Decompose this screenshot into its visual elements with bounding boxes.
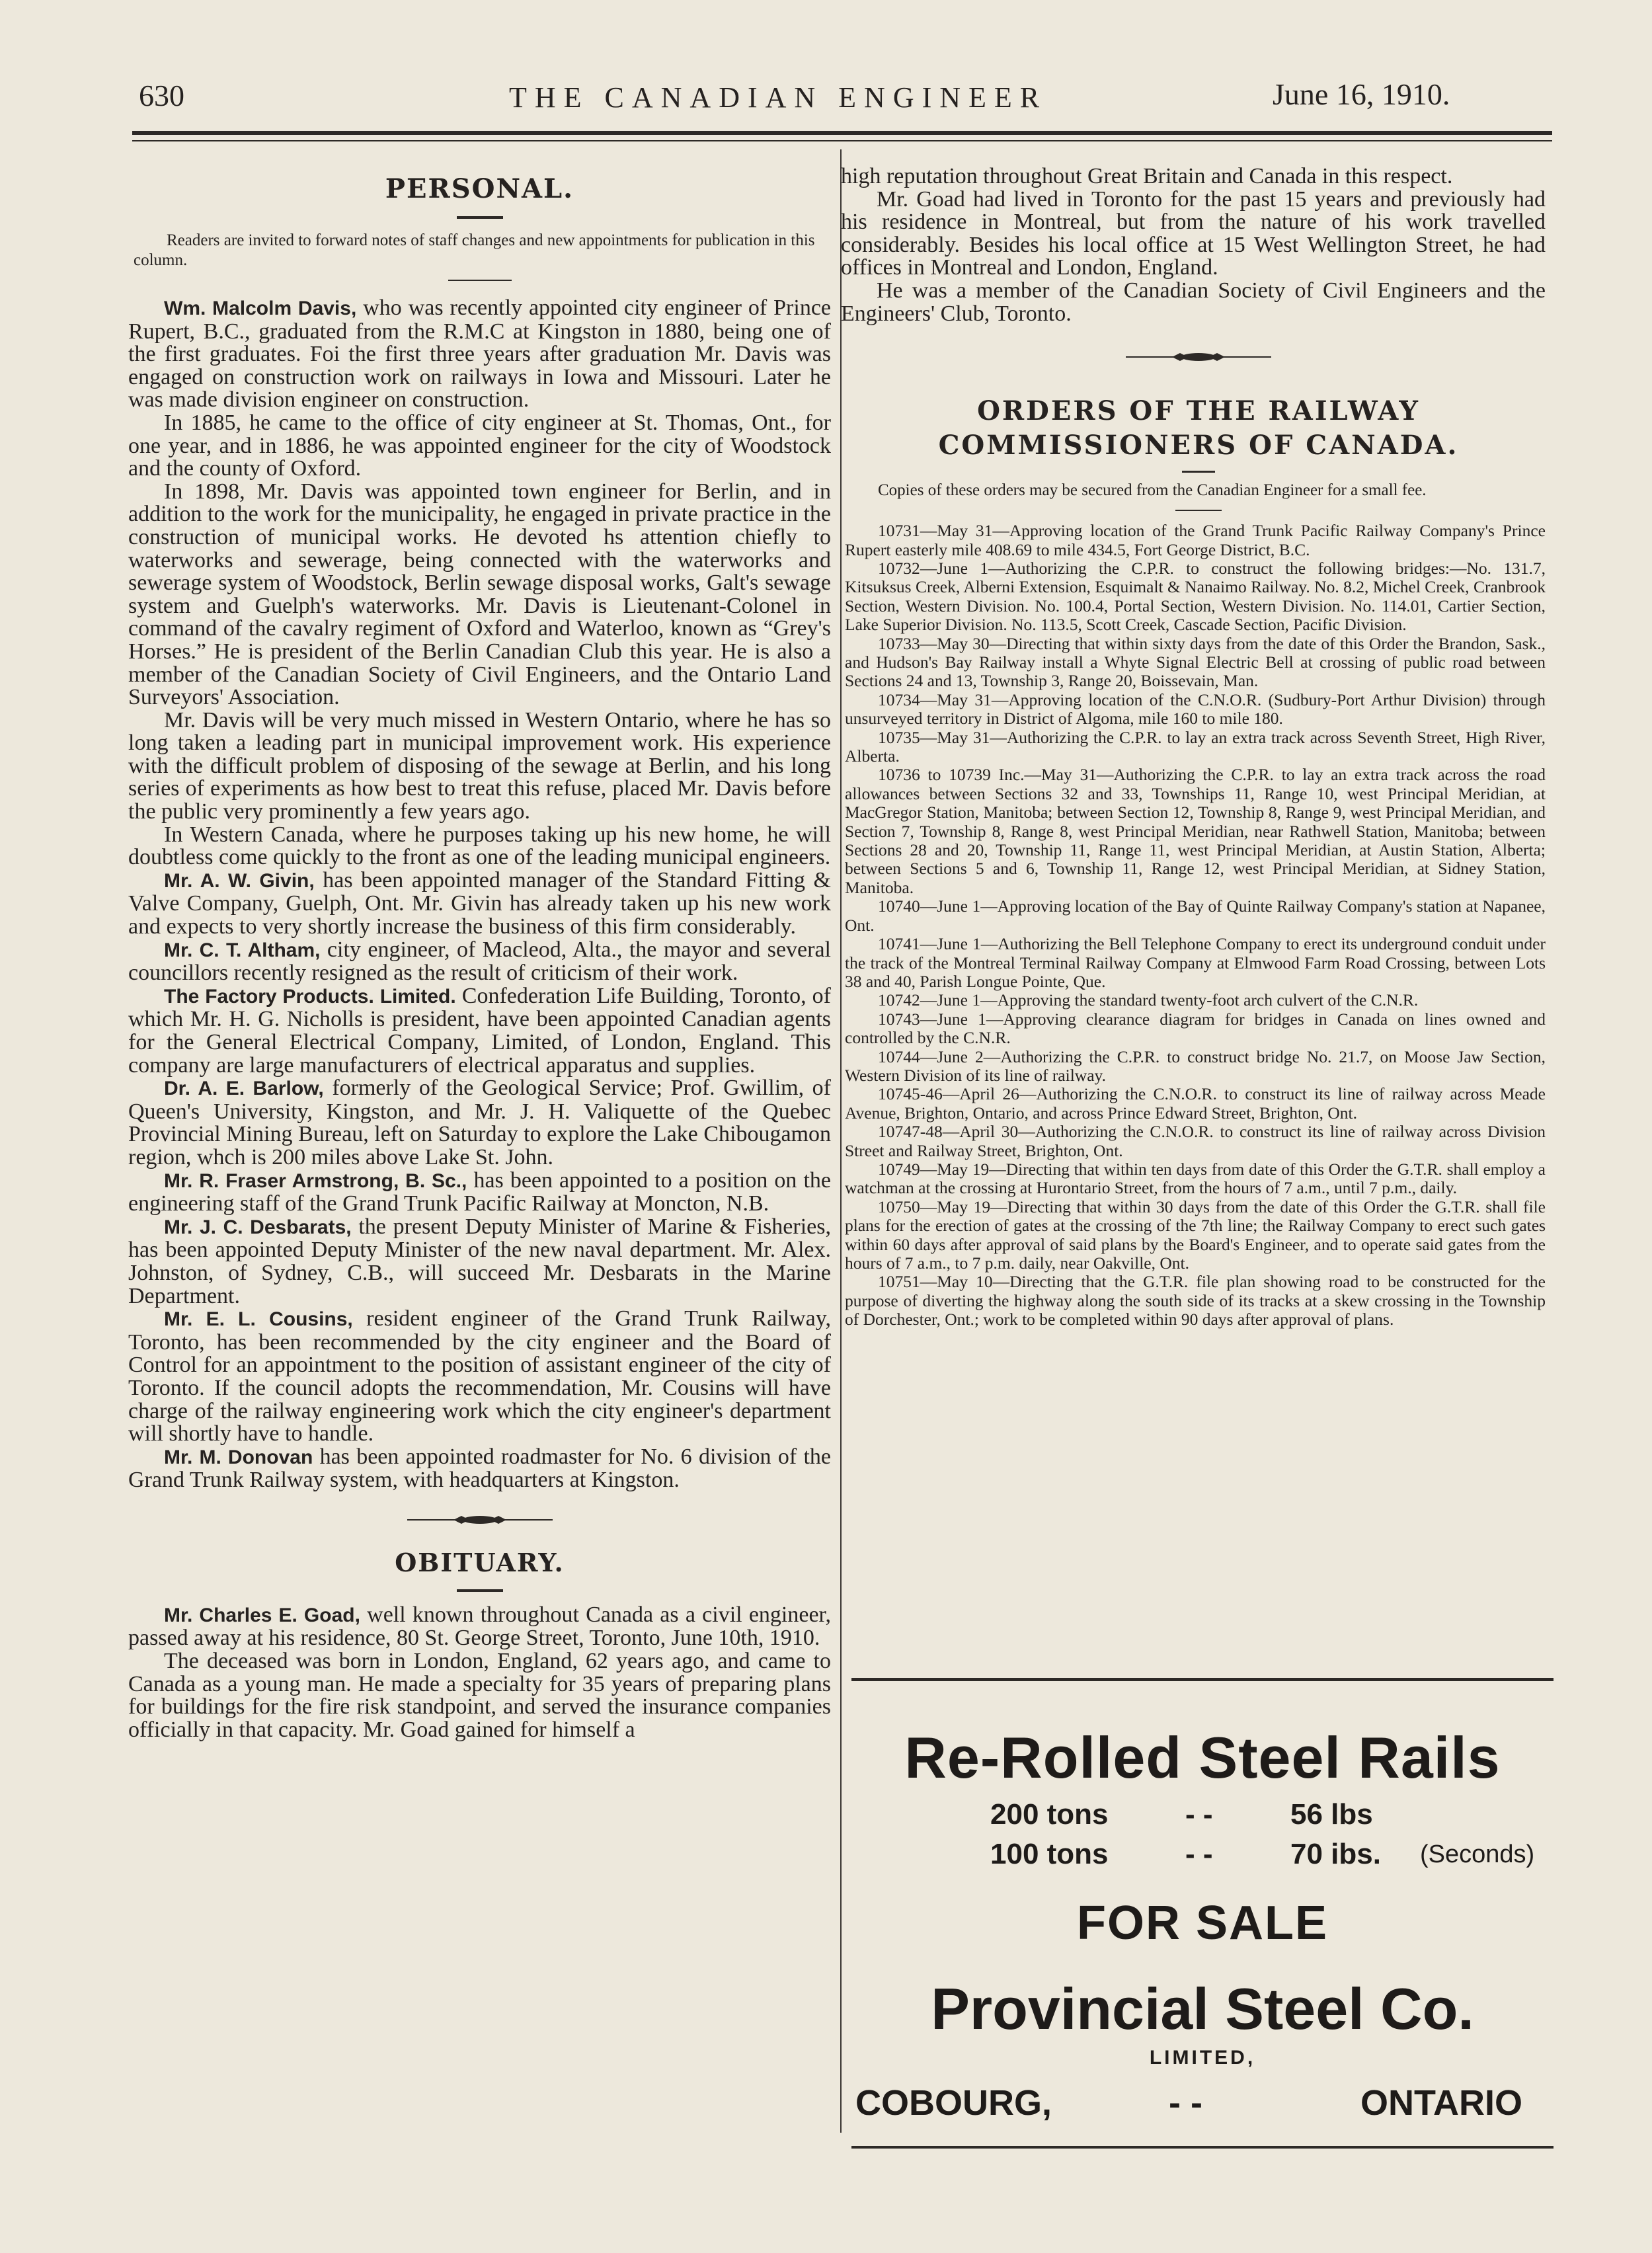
personal-entry — [128, 1446, 831, 1492]
personal-entry — [128, 939, 831, 985]
page-number: 630 — [139, 79, 184, 112]
order-item: 10747-48—April 30—Authorizing the C.N.O.R. to construct its line of railway across Division Street and Railway Street, Brighton, Ont. — [845, 1122, 1546, 1160]
entry-text: In 1885, he came to the office of city engineer at St. Thomas, Ont., for one year, and in 1886, he was appointed engineer for the city of Woodstock and the county of Oxford. — [128, 410, 831, 481]
entry-text: In 1898, Mr. Davis was appointed town engineer for Berlin, and in addition to the work for the municipality, he engaged in private practice in the construction of municipal works. He devoted hs attention chiefly to waterworks and sewerage, being connected with the waterworks and sewerage system of Woodstock, Berlin sewage disposal works, Galt's sewage system and Guelph's waterworks. Mr. Davis is Lieutenant-Colonel in command of the cavalry regiment of Oxford and Waterloo, known as “Grey's Horses.” He is president of the Berlin Canadian Club this year. He is also a member of the Canadian Society of Civil Engineers, and the Ontario Land Surveyors' Association. — [128, 479, 831, 710]
entry-name: Mr. J. C. Desbarats, — [164, 1216, 352, 1238]
entry-text: has been appointed roadmaster for No. 6 division of the Grand Trunk Railway system, with headquarters at Kingston. — [128, 1444, 831, 1493]
order-item: 10740—June 1—Approving location of the Bay of Quinte Railway Company's station at Napanee, Ont. — [845, 896, 1546, 935]
title-rule — [1182, 471, 1215, 473]
ad-quantity: 100 tons — [990, 1838, 1109, 1870]
ad-company: Provincial Steel Co. — [931, 1976, 1474, 2041]
right-column — [838, 165, 1559, 1329]
ad-weight: 70 ibs. — [1290, 1838, 1381, 1870]
personal-entry — [128, 1216, 831, 1308]
ad-limited: LIMITED, — [1149, 2047, 1256, 2069]
ad-weight: 56 lbs — [1290, 1798, 1373, 1831]
obituary-title: OBITUARY. — [395, 1547, 565, 1577]
personal-entry — [128, 709, 831, 824]
order-item: 10745-46—April 26—Authorizing the C.N.O.R. to construct its line of railway across Meade Avenue, Brighton, Ontario, and across Prince Edward Street, Brighton, Ont. — [845, 1084, 1546, 1123]
issue-date: June 16, 1910. — [1273, 77, 1450, 111]
ad-line-2 — [851, 1838, 1554, 1878]
ad-city: COBOURG, — [855, 2083, 1052, 2123]
personal-entry — [128, 1169, 831, 1216]
ad-headline: Re-Rolled Steel Rails — [904, 1725, 1501, 1790]
advert-top-rule — [851, 1678, 1554, 1681]
personal-intro: Readers are invited to forward notes of staff changes and new appointments for publication in this column. — [134, 231, 815, 269]
personal-entry — [128, 1077, 831, 1169]
ad-note: (Seconds) — [1420, 1840, 1535, 1868]
order-item: 10736 to 10739 Inc.—May 31—Authorizing the C.P.R. to lay an extra track across the road allowances between Sections 32 and 33, Townships 11, Range 10, west Principal Meridian, at MacGregor Station, Manitoba; between Section 12, Township 8, Range 9, west Principal Meridian, and Section 7, Township 8, Range 8, west Principal Meridian, near Rathwell Station, Manitoba; between Sections 28 and 20, Township 11, Range 11, west Principal Meridian, at Austin Station, Alberta; between Sections 5 and 6, Township 11, Range 12, west Principal Meridian, at Sidney Station, Manitoba. — [845, 765, 1546, 897]
ad-for-sale: FOR SALE — [1076, 1897, 1328, 1950]
entry-text: In Western Canada, where he purposes taking up his new home, he will doubtless come quickly to the front as one of the leading municipal engineers. — [128, 822, 831, 870]
left-column — [128, 165, 831, 1741]
personal-title: PERSONAL. — [385, 173, 574, 204]
ornament-divider — [407, 1512, 553, 1528]
order-item: 10732—June 1—Authorizing the C.P.R. to construct the following bridges:—No. 131.7, Kitsuksus Creek, Alberni Extension, Esquimalt & Nanaimo Railway. No. 8.2, Michel Creek, Cranbrook Section, Western Division. No. 100.4, Portal Section, Western Division. No. 114.01, Cartier Section, Lake Superior Division. No. 113.5, Scott Creek, Cascade Section, Pacific Division. — [845, 558, 1546, 635]
journal-title: THE CANADIAN ENGINEER — [509, 81, 1048, 114]
order-item: 10750—May 19—Directing that within 30 days from the date of this Order the G.T.R. shall file plans for the erection of gates at the crossing of the 7th line; the Railway Company to erect such gates within 60 days after approval of said plans by the Board's Engineer, and to operate said gates from the hours of 7 a.m., to 7 p.m. daily, near Oakville, Ont. — [845, 1197, 1546, 1273]
entry-name: The Factory Products. Limited. — [164, 985, 456, 1008]
entry-name: Mr. R. Fraser Armstrong, B. Sc., — [164, 1169, 467, 1192]
obituary-continuation: He was a member of the Canadian Society of Civil Engineers and the Engineers' Club, Toronto. — [841, 278, 1546, 326]
entry-text: who was recently appointed city engineer of Prince Rupert, B.C., graduated from the R.M.C at Kingston in 1880, being one of the first graduates. Foi the first three years after graduation Mr. Davis was engaged on construction work on railways in Iowa and Missouri. Later he was made division engineer on construction. — [128, 296, 831, 413]
personal-entry — [128, 985, 831, 1077]
entry-text: Mr. Davis will be very much missed in Western Ontario, where he has so long taken a leading part in municipal improvement work. His experience with the difficult problem of disposing of the sewage at Berlin, and his long series of experiments as how best to treat this refuse, placed Mr. Davis before the public very prominently a few years ago. — [128, 707, 831, 824]
ad-province: ONTARIO — [1360, 2083, 1522, 2123]
entry-text: resident engineer of the Grand Trunk Railway, Toronto, has been recommended by the city engineer and the Board of Control for an appointment to the position of assistant engineer of the city of Toronto. If the council adopts the recommendation, Mr. Cousins will have charge of the railway engineering work which the city engineer's department will shortly have to handle. — [128, 1306, 831, 1446]
title-rule — [457, 216, 503, 219]
intro-rule — [448, 280, 512, 281]
orders-list — [838, 522, 1559, 1329]
entry-text: city engineer, of Macleod, Alta., the mayor and several councillors recently resigned as the result of criticism of their work. — [128, 937, 831, 986]
entry-name: Mr. A. W. Givin, — [164, 869, 315, 892]
personal-entry — [128, 824, 831, 869]
entry-name: Wm. Malcolm Davis, — [164, 297, 357, 319]
entry-name: Mr. Charles E. Goad, — [164, 1604, 360, 1626]
ad-dash: - - — [1185, 1838, 1213, 1870]
ad-location — [851, 2082, 1554, 2133]
header-rule-thin — [132, 140, 1552, 141]
order-item: 10735—May 31—Authorizing the C.P.R. to lay an extra track across Seventh Street, High River, Alberta. — [845, 727, 1546, 766]
order-item: 10743—June 1—Approving clearance diagram for bridges in Canada on lines owned and controlled by the C.N.R. — [845, 1009, 1546, 1048]
ad-quantity: 200 tons — [990, 1798, 1109, 1831]
entry-name: Dr. A. E. Barlow, — [164, 1078, 324, 1100]
personal-entry — [128, 412, 831, 481]
order-item: 10749—May 19—Directing that within ten days from date of this Order the G.T.R. shall employ a watchman at the crossing at Hurontario Street, from the hours of 7 a.m., until 7 p.m., daily. — [845, 1159, 1546, 1198]
header-rule-thick — [132, 131, 1552, 135]
personal-entry — [128, 869, 831, 939]
ad-line-1 — [851, 1798, 1554, 1838]
intro-rule — [1175, 510, 1222, 511]
order-item: 10733—May 30—Directing that within sixty days from the date of this Order the Brandon, Sask., and Hudson's Bay Railway install a Whyte Signal Electric Bell at crossing of public road between Sections 24 and 13, Township 3, Range 20, Boissevain, Man. — [845, 633, 1546, 691]
entry-name: Mr. C. T. Altham, — [164, 939, 321, 961]
personal-entry — [128, 297, 831, 412]
entry-text: formerly of the Geological Service; Prof. Gwillim, of Queen's University, Kingston, and Mr. J. H. Valiquette of the Quebec Provincial Mining Bureau, left on Saturday to explore the Lake Chibougamon region, whch is 200 miles above Lake St. John. — [128, 1076, 831, 1169]
personal-entry — [128, 1308, 831, 1446]
order-item: 10742—June 1—Approving the standard twenty-foot arch culvert of the C.N.R. — [878, 990, 1419, 1010]
order-item: 10731—May 31—Approving location of the Grand Trunk Pacific Railway Company's Prince Rupert easterly mile 408.69 to mile 434.5, Fort George District, B.C. — [845, 521, 1546, 559]
advert-bottom-rule — [851, 2146, 1554, 2149]
orders-intro: Copies of these orders may be secured from the Canadian Engineer for a small fee. — [878, 481, 1427, 500]
entry-text: has been appointed to a position on the engineering staff of the Grand Trunk Pacific Railway at Moncton, N.B. — [128, 1167, 831, 1216]
entry-text: Confederation Life Building, Toronto, of which Mr. H. G. Nicholls is president, have been appointed Canadian agents for the General Electrical Company, Limited, of London, England. This company are large manufacturers of electrical apparatus and supplies. — [128, 983, 831, 1078]
entry-text: well known throughout Canada as a civil engineer, passed away at his residence, 80 St. George Street, Toronto, June 10th, 1910. — [128, 1602, 831, 1651]
entry-text: has been appointed manager of the Standard Fitting & Valve Company, Guelph, Ont. Mr. Givin has already taken up his new work and expects to very shortly increase the business of this firm considerably. — [128, 867, 831, 939]
entry-name: Mr. E. L. Cousins, — [164, 1308, 353, 1331]
obituary-continuation: Mr. Goad had lived in Toronto for the past 15 years and previously had his residence in Montreal, but from the nature of his work travelled considerably. Besides his local office at 15 West Wellington Street, he had offices in Montreal and London, England. — [841, 186, 1546, 280]
entry-text: the present Deputy Minister of Marine & Fisheries, has been appointed Deputy Minister of the new naval department. Mr. Alex. Johnston, of Sydney, C.B., will succeed Mr. Desbarats in the Marine Department. — [128, 1214, 831, 1308]
ornament-divider — [1126, 349, 1271, 365]
order-item: 10751—May 10—Directing that the G.T.R. file plan showing road to be constructed for the purpose of diverting the highway along the south side of its tracks at a skew crossing in the Township of Dorchester, Ont.; work to be completed within 90 days after approval of plans. — [845, 1272, 1546, 1329]
personal-entry — [128, 481, 831, 709]
order-item: 10744—June 2—Authorizing the C.P.R. to construct bridge No. 21.7, on Moose Jaw Section, Western Division of its line of railway. — [845, 1047, 1546, 1085]
entry-name: Mr. M. Donovan — [164, 1446, 313, 1468]
order-item: 10734—May 31—Approving location of the C.N.O.R. (Sudbury-Port Arthur Division) through unsurveyed territory in District of Algoma, mile 160 to mile 180. — [845, 690, 1546, 729]
advertisement — [851, 1692, 1554, 2133]
ad-dash: - - — [1169, 2083, 1202, 2123]
obituary-entry — [128, 1604, 831, 1650]
ad-dash: - - — [1185, 1798, 1213, 1831]
obituary-entry — [128, 1650, 831, 1741]
entry-text: The deceased was born in London, England, 62 years ago, and came to Canada as a young man. He made a specialty for 35 years of preparing plans for buildings for the fire risk standpoint, and served the insurance companies officially in that capacity. Mr. Goad gained for himself a — [128, 1649, 831, 1742]
personal-entries — [128, 297, 831, 1492]
orders-title: ORDERS OF THE RAILWAY COMMISSIONERS OF CANADA. — [938, 395, 1459, 461]
page-header — [0, 0, 1652, 152]
title-rule — [457, 1589, 503, 1592]
obituary-continuation: high reputation throughout Great Britain and Canada in this respect. — [841, 164, 1453, 188]
order-item: 10741—June 1—Authorizing the Bell Telephone Company to erect its underground conduit under the track of the Montreal Terminal Railway Company at Elmwood Farm Road Crossing, between Lots 38 and 40, Parish Longue Pointe, Que. — [845, 934, 1546, 991]
